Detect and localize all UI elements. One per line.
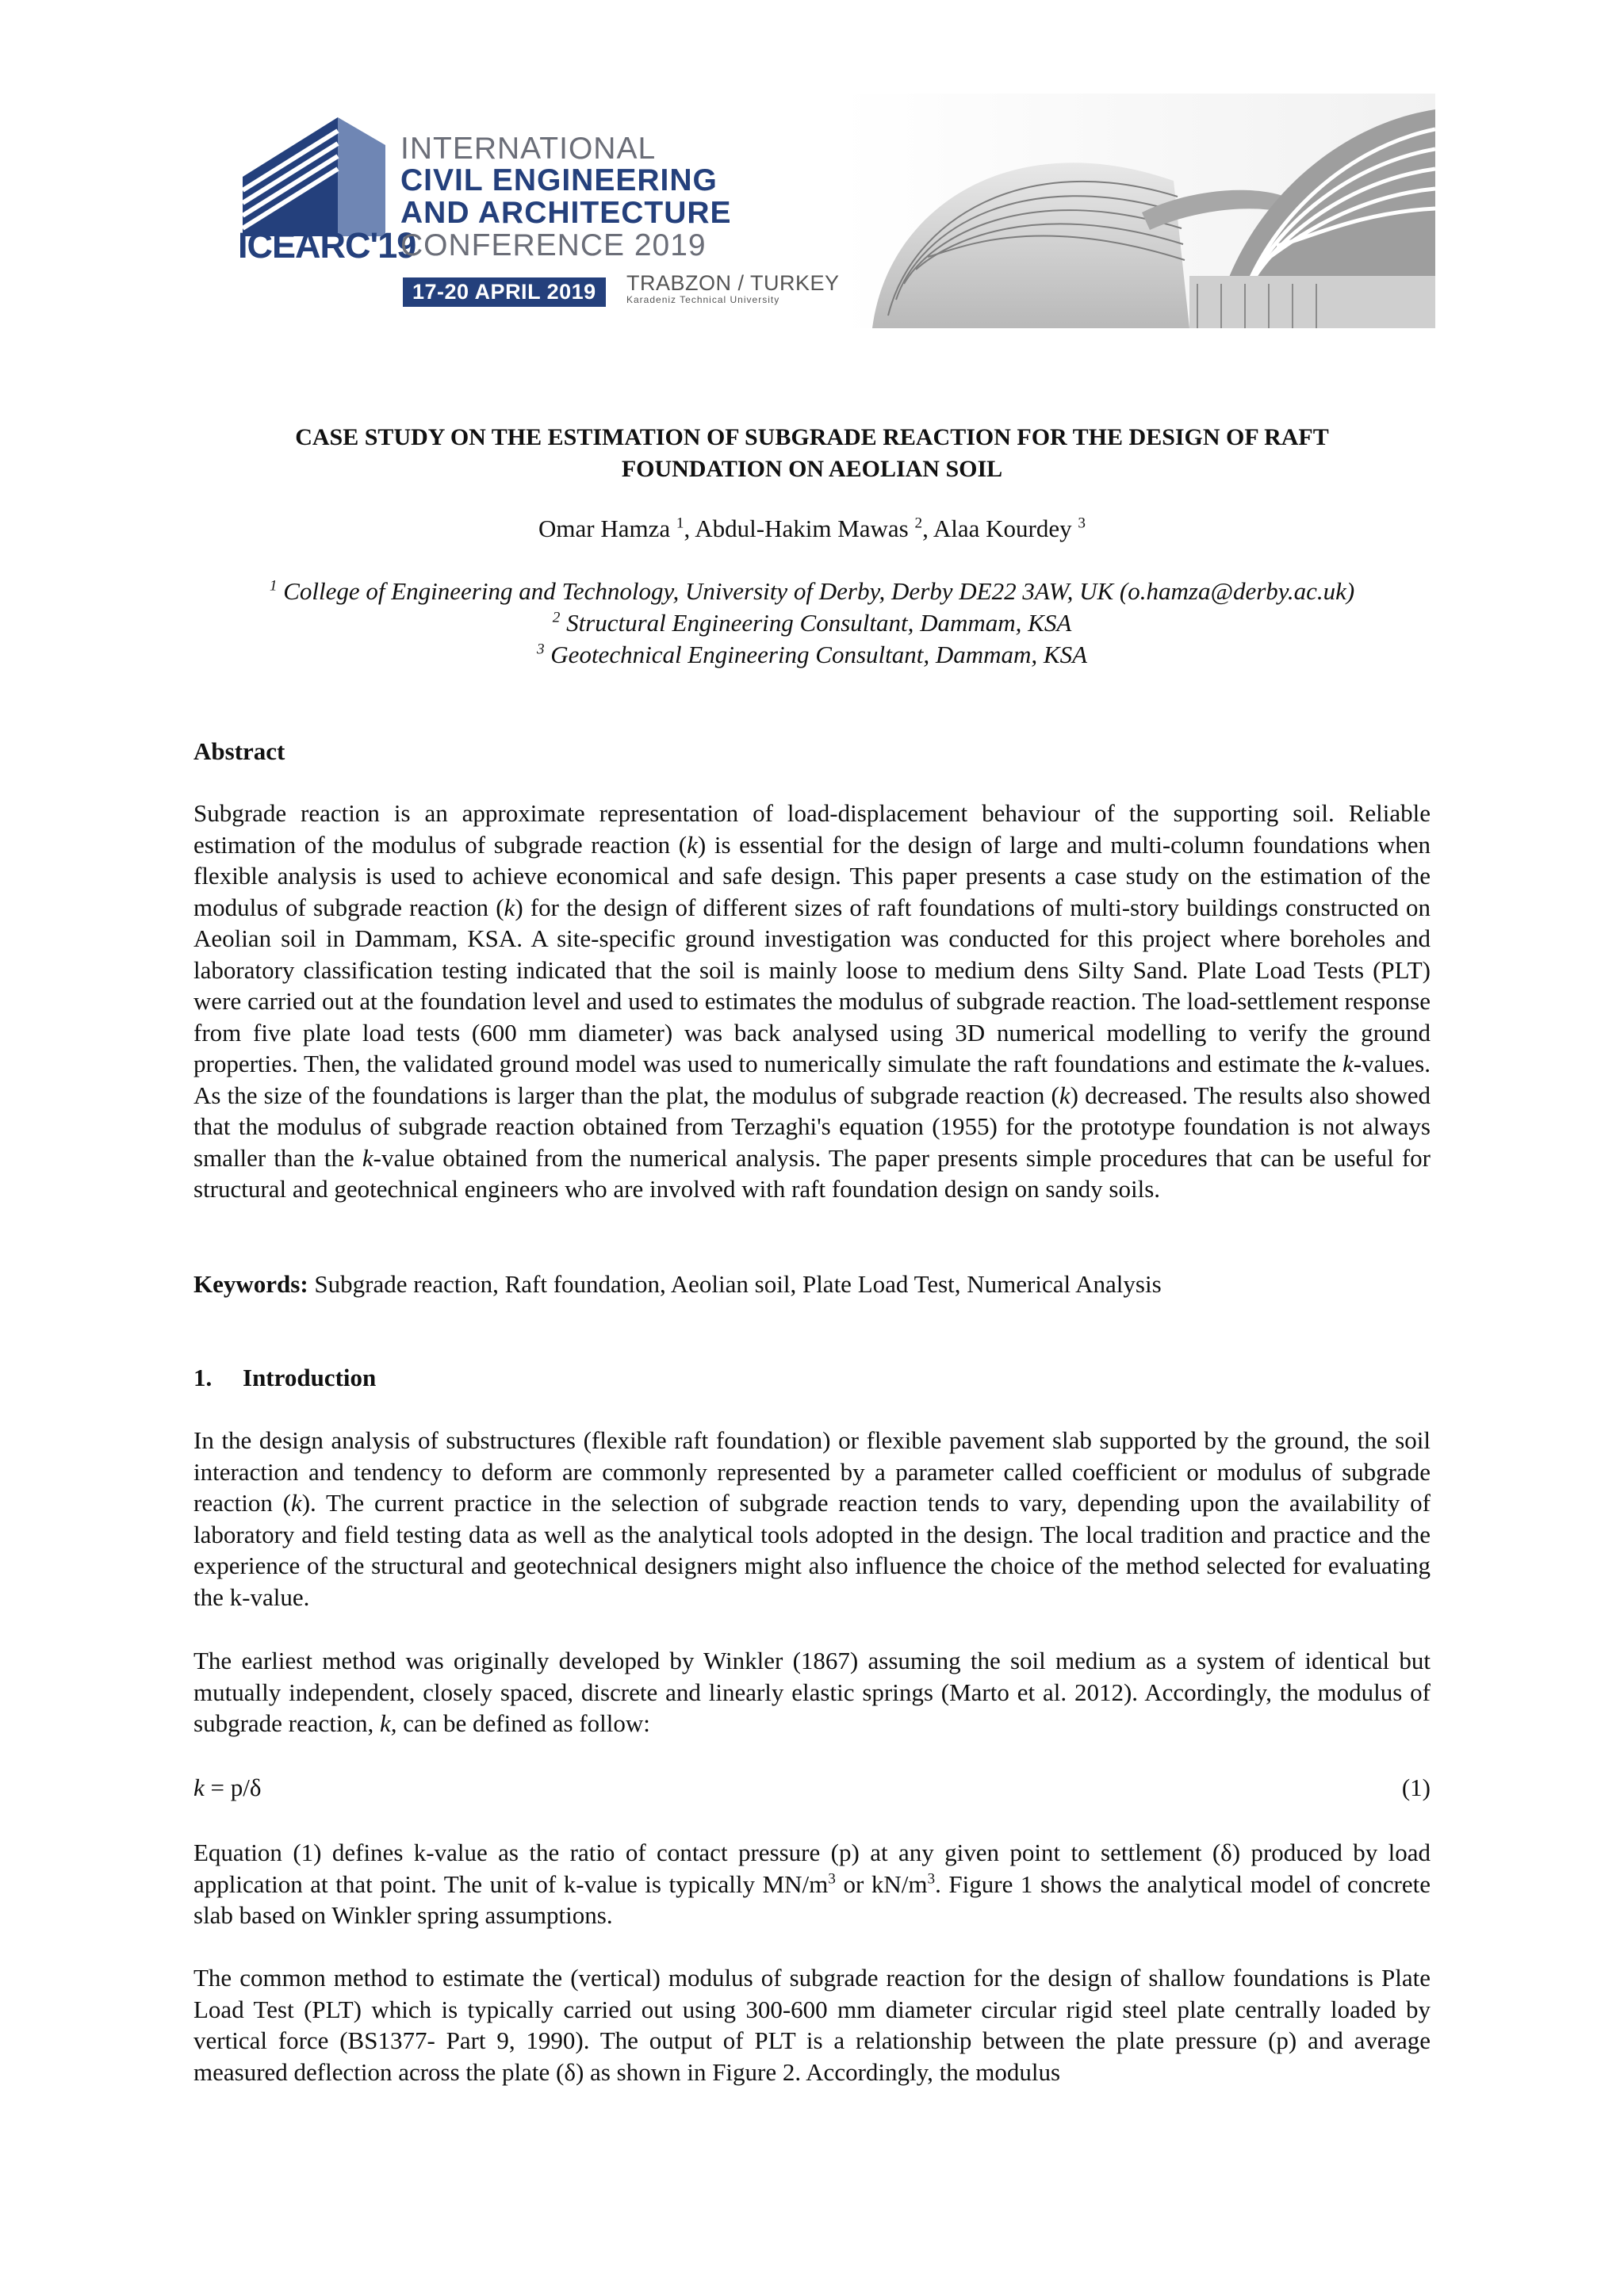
equation-number: (1) bbox=[1401, 1774, 1431, 1801]
affiliation-text: Geotechnical Engineering Consultant, Dammam, KSA bbox=[550, 641, 1088, 668]
venue-university: Karadeniz Technical University bbox=[626, 294, 780, 305]
affiliation-2 bbox=[159, 609, 1465, 637]
building-logo-icon bbox=[243, 117, 385, 236]
conference-name-line-3: AND ARCHITECTURE bbox=[400, 196, 732, 230]
affiliation-mark: 2 bbox=[552, 609, 561, 626]
conference-name-line-4: CONFERENCE 2019 bbox=[400, 228, 707, 262]
affiliation-3 bbox=[159, 641, 1465, 669]
affiliation-text: Structural Engineering Consultant, Dammam, KSA bbox=[566, 609, 1072, 637]
affiliation-text: College of Engineering and Technology, University of Derby, Derby DE22 3AW, UK (o.hamza@derby.ac.uk) bbox=[283, 577, 1355, 605]
equation-1 bbox=[193, 1774, 1431, 1802]
author-affiliation-mark: 2 bbox=[914, 515, 923, 532]
affiliation-mark: 1 bbox=[269, 577, 278, 595]
abstract-heading: Abstract bbox=[193, 737, 285, 765]
author-name: Abdul-Hakim Mawas bbox=[695, 515, 909, 542]
section-number: 1. bbox=[193, 1364, 213, 1391]
intro-paragraph-1: In the design analysis of substructures (flexible raft foundation) or flexible pavement slab supported by the ground, the soil interaction and tendency to deform are commonly represented by a parameter called coefficient or modulus of subgrade reaction (k). The current practice in the selection of subgrade reaction tends to vary, depending upon the availability of laboratory and field testing data as well as the analytical tools adopted in the design. The local tradition and practice and the experience of the structural and geotechnical designers might also influence the choice of the method selected for evaluating the k-value. bbox=[193, 1426, 1431, 1611]
section-title: Introduction bbox=[243, 1364, 377, 1391]
conference-banner bbox=[238, 94, 1435, 328]
intro-paragraph-4: The common method to estimate the (vertical) modulus of subgrade reaction for the design of shallow foundations is Plate Load Test (PLT) which is typically carried out using 300-600 mm diameter circular rigid steel plate centrally loaded by vertical force (BS1377- Part 9, 1990). The output of PLT is a relationship between the plate pressure (p) and average measured deflection across the plate (δ) as shown in Figure 2. Accordingly, the modulus bbox=[193, 1964, 1431, 2086]
author-affiliation-mark: 3 bbox=[1078, 515, 1086, 532]
keywords-text: Subgrade reaction, Raft foundation, Aeolian soil, Plate Load Test, Numerical Analysis bbox=[308, 1270, 1162, 1298]
paper-title-line-1: CASE STUDY ON THE ESTIMATION OF SUBGRADE REACTION FOR THE DESIGN OF RAFT bbox=[295, 424, 1329, 450]
paper-title bbox=[193, 422, 1431, 485]
author-affiliation-mark: 1 bbox=[676, 515, 684, 532]
paper-title-line-2: FOUNDATION ON AEOLIAN SOIL bbox=[621, 456, 1003, 482]
equation-expression: = p/δ bbox=[204, 1774, 262, 1801]
author-separator: , bbox=[684, 515, 695, 542]
author-list bbox=[193, 515, 1431, 543]
conference-name-line-2: CIVIL ENGINEERING bbox=[400, 163, 718, 197]
conference-name-line-1: INTERNATIONAL bbox=[400, 132, 657, 166]
intro-paragraph-3: Equation (1) defines k-value as the ratio of contact pressure (p) at any given point to settlement (δ) produced by load application at that point. The unit of k-value is typically $MN/m^3$ or $kN/m^3$. Figure 1 shows the analytical model of concrete slab based on Winkler spring assumptions. bbox=[193, 1839, 1431, 1929]
section-heading-introduction bbox=[193, 1364, 376, 1392]
abstract-paragraph: Subgrade reaction is an approximate representation of load-displacement behaviour of the supporting soil. Reliable estimation of the modulus of subgrade reaction (k) is essential for the design of large and multi-column foundations when flexible analysis is used to achieve economical and safe design. This paper presents a case study on the estimation of the modulus of subgrade reaction (k) for the design of different sizes of raft foundations of multi-story buildings constructed on Aeolian soil in Dammam, KSA. A site-specific ground investigation was conducted for this project where boreholes and laboratory classification testing indicated that the soil is mainly loose to medium dens Silty Sand. Plate Load Tests (PLT) were carried out at the foundation level and used to estimates the modulus of subgrade reaction. The load-settlement response from five plate load tests (600 mm diameter) was back analysed using 3D numerical modelling to verify the ground properties. Then, the validated ground model was used to numerically simulate the raft foundations and estimate the k-values. As the size of the foundations is larger than the plat, the modulus of subgrade reaction (k) decreased. The results also showed that the modulus of subgrade reaction obtained from Terzaghi's equation (1955) for the prototype foundation is not always smaller than the k-value obtained from the numerical analysis. The paper presents simple procedures that can be useful for structural and geotechnical engineers who are involved with raft foundation design on sandy soils. bbox=[193, 799, 1431, 1203]
venue-city: TRABZON / TURKEY bbox=[626, 271, 840, 295]
keywords-label: Keywords: bbox=[193, 1270, 308, 1298]
conference-venue bbox=[626, 271, 840, 305]
author-name: Alaa Kourdey bbox=[933, 515, 1072, 542]
conference-dates: 17-20 APRIL 2019 bbox=[403, 277, 606, 307]
building-photo-illustration bbox=[841, 94, 1435, 328]
intro-paragraph-2: The earliest method was originally developed by Winkler (1867) assuming the soil medium as a system of identical but mutually independent, closely spaced, discrete and linearly elastic springs (Marto et al. 2012). Accordingly, the modulus of subgrade reaction, k, can be defined as follow: bbox=[193, 1647, 1431, 1737]
keywords-line bbox=[193, 1269, 1431, 1300]
author-name: Omar Hamza bbox=[538, 515, 671, 542]
equation-variable: k bbox=[193, 1774, 205, 1801]
conference-acronym: ICEARC'19 bbox=[238, 225, 416, 266]
affiliation-1 bbox=[159, 577, 1465, 606]
affiliation-mark: 3 bbox=[536, 641, 545, 658]
author-separator: , bbox=[922, 515, 933, 542]
